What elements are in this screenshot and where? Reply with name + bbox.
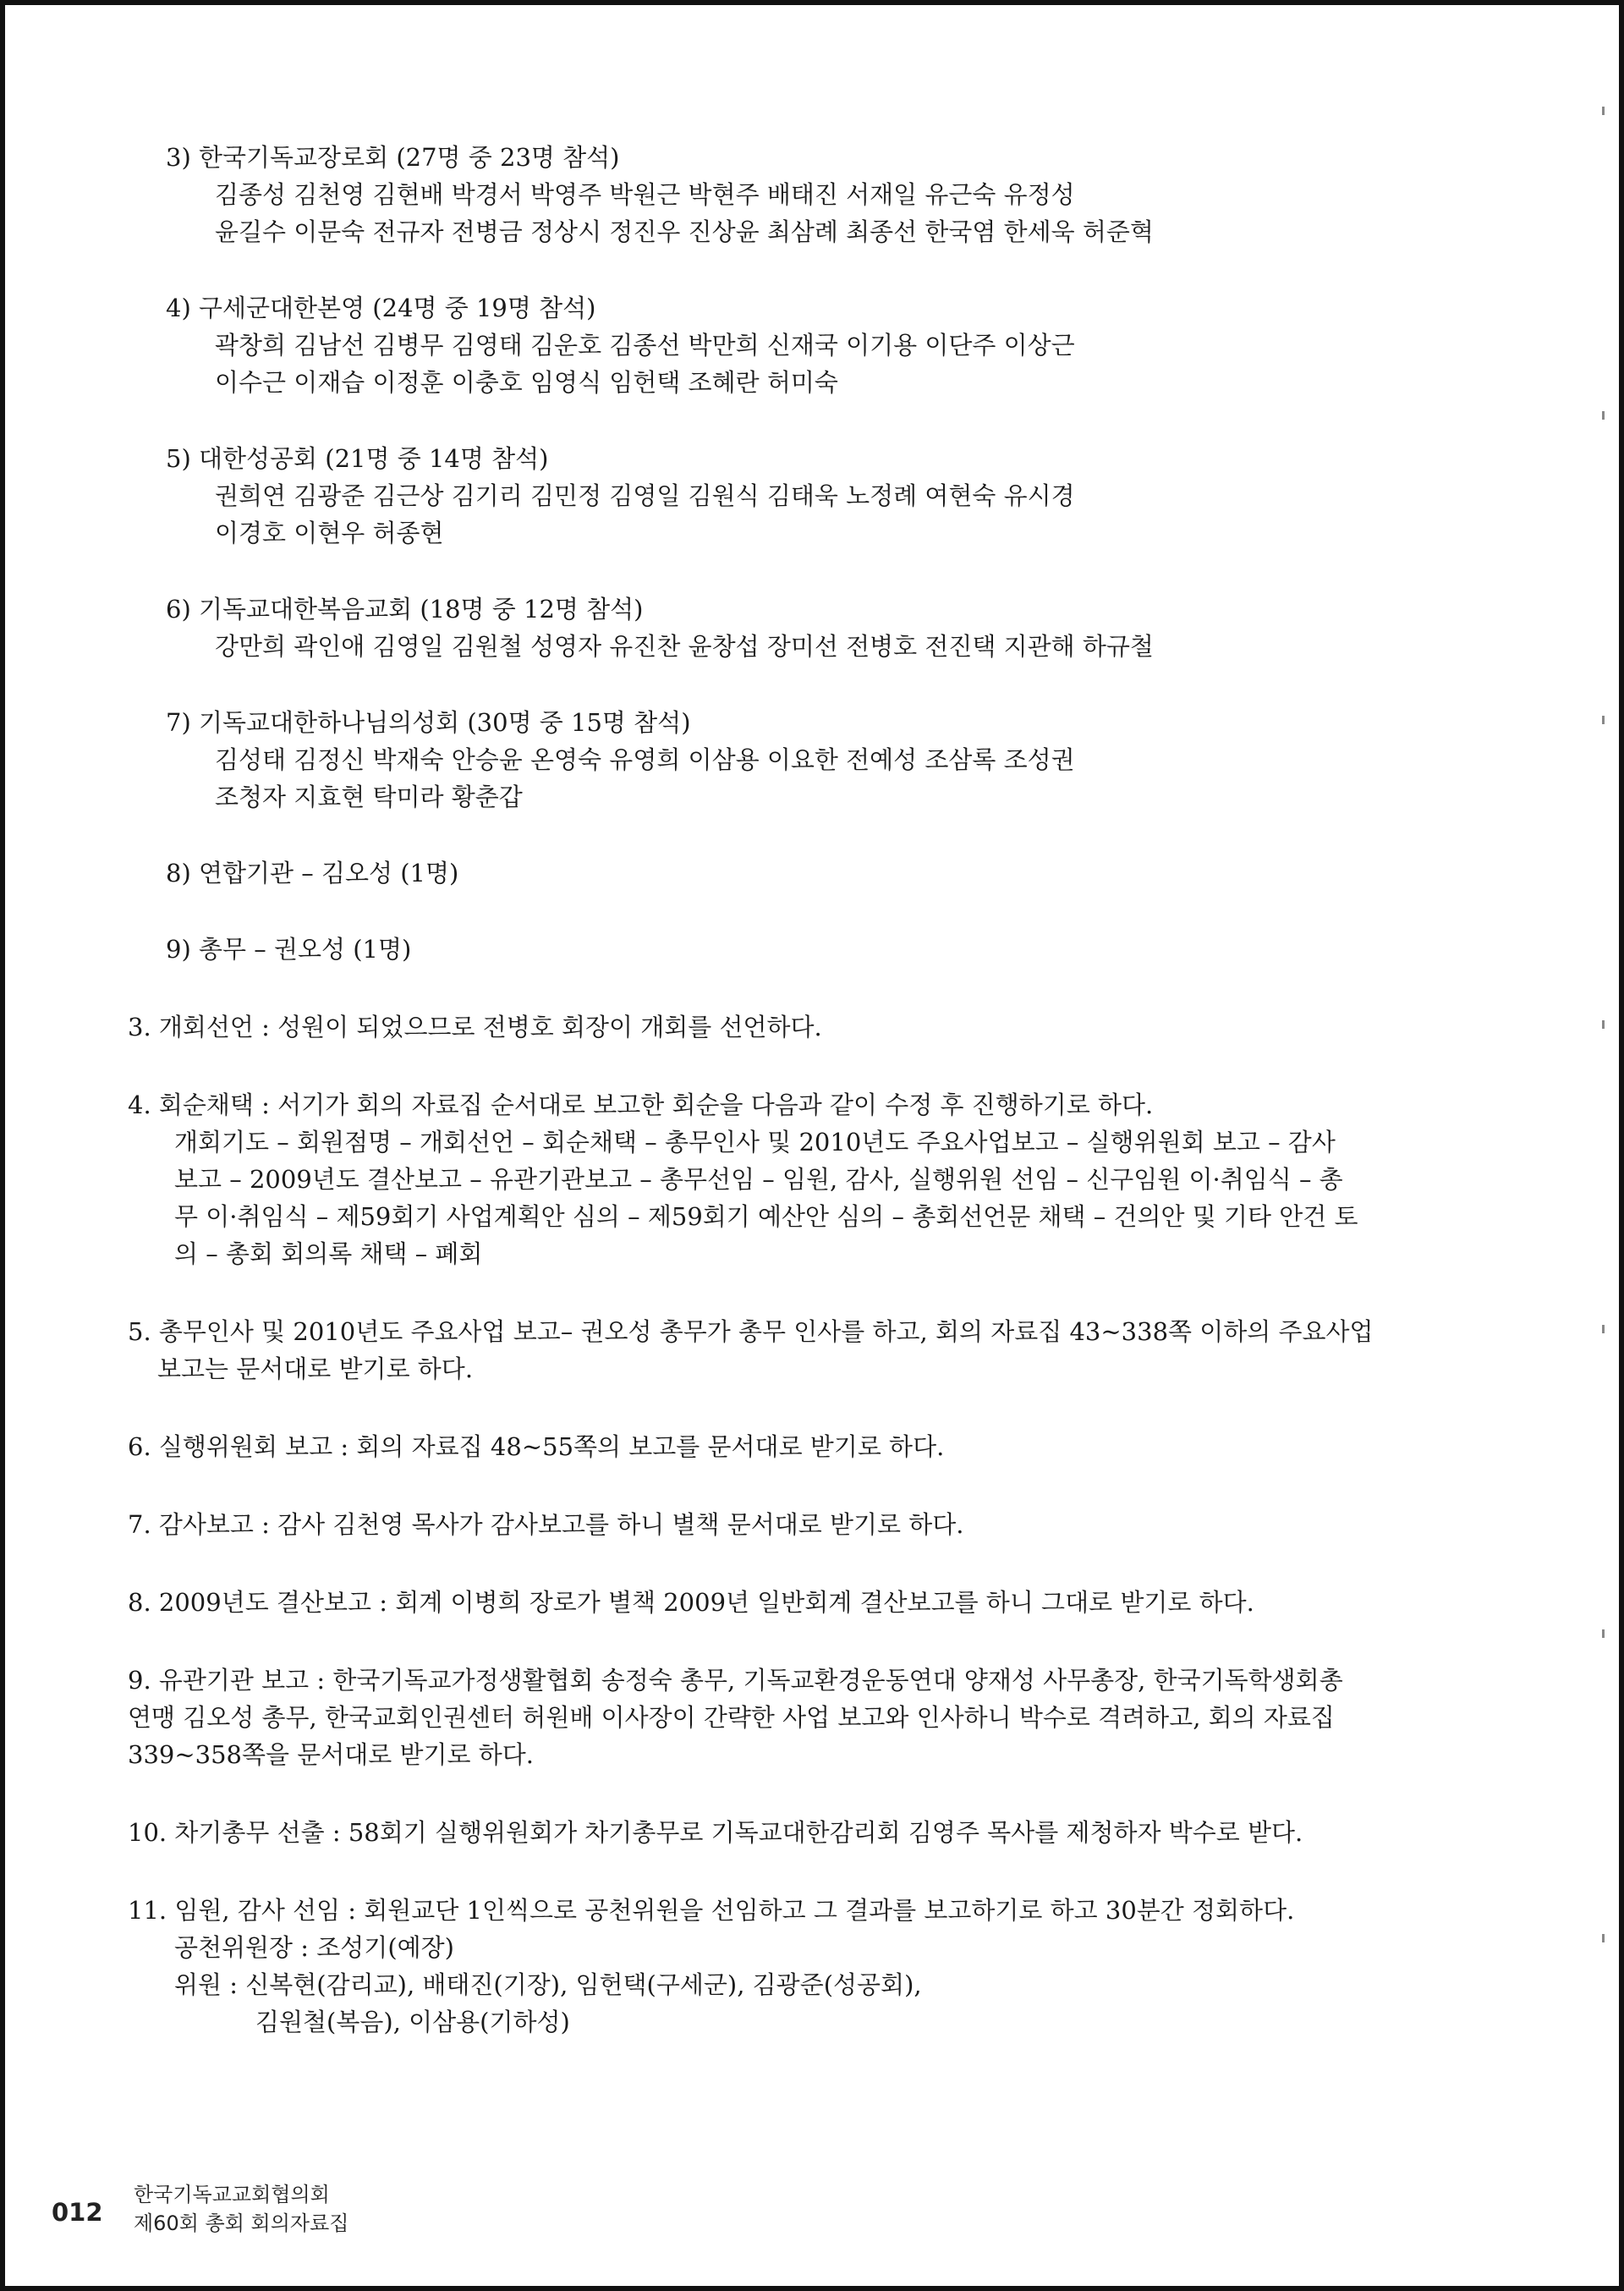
text-line: 이경호 이현우 허종현 — [215, 519, 444, 547]
scan-edge-marks — [1602, 39, 1607, 2239]
text-line: 무 이·취임식 – 제59회기 사업계획안 심의 – 제59회기 예산안 심의 – 총회선언문 채택 – 건의안 및 기타 안건 토 — [174, 1202, 1358, 1231]
text-line: 8. 2009년도 결산보고 : 회계 이병희 장로가 별책 2009년 일반회계 결산보고를 하니 그대로 받기로 하다. — [128, 1588, 1254, 1617]
text-line: 공천위원장 : 조성기(예장) — [174, 1933, 454, 1962]
text-line: 4. 회순채택 : 서기가 회의 자료집 순서대로 보고한 회순을 다음과 같이 수정 후 진행하기로 하다. — [128, 1091, 1154, 1119]
text-line: 윤길수 이문숙 전규자 전병금 정상시 정진우 진상윤 최삼례 최종선 한국염 한세욱 허준혁 — [215, 217, 1154, 246]
text-line: 11. 임원, 감사 선임 : 회원교단 1인씩으로 공천위원을 선임하고 그 결과를 보고하기로 하고 30분간 정회하다. — [128, 1896, 1295, 1925]
text-line: 3) 한국기독교장로회 (27명 중 23명 참석) — [166, 143, 620, 172]
text-line: 7) 기독교대한하나님의성회 (30명 중 15명 참석) — [166, 708, 691, 737]
text-line: 이수근 이재습 이정훈 이충호 임영식 임헌택 조혜란 허미숙 — [215, 368, 838, 397]
text-line: 339~358쪽을 문서대로 받기로 하다. — [128, 1740, 535, 1769]
text-line: 권희연 김광준 김근상 김기리 김민정 김영일 김원식 김태욱 노정례 여현숙 유시경 — [215, 481, 1075, 510]
text-line: 김성태 김정신 박재숙 안승윤 온영숙 유영희 이삼용 이요한 전예성 조삼록 조성권 — [215, 745, 1075, 774]
text-line: 김종성 김천영 김현배 박경서 박영주 박원근 박현주 배태진 서재일 유근숙 유정성 — [215, 180, 1075, 209]
text-line: 5. 총무인사 및 2010년도 주요사업 보고– 권오성 총무가 총무 인사를 하고, 회의 자료집 43~338쪽 이하의 주요사업 — [128, 1317, 1374, 1346]
text-line: 6) 기독교대한복음교회 (18명 중 12명 참석) — [166, 595, 644, 624]
text-line: 위원 : 신복현(감리교), 배태진(기장), 임헌택(구세군), 김광준(성공회), — [174, 1970, 922, 1999]
text-line: 9. 유관기관 보고 : 한국기독교가정생활협회 송정숙 총무, 기독교환경운동연대 양재성 사무총장, 한국기독학생회총 — [128, 1666, 1343, 1695]
text-line: 9) 총무 – 권오성 (1명) — [166, 935, 412, 964]
footer-organization: 한국기독교교회협의회 — [134, 2183, 330, 2206]
text-line: 개회기도 – 회원점명 – 개회선언 – 회순채택 – 총무인사 및 2010년도 주요사업보고 – 실행위원회 보고 – 감사 — [174, 1128, 1336, 1156]
text-line: 10. 차기총무 선출 : 58회기 실행위원회가 차기총무로 기독교대한감리회 김영주 목사를 제청하자 박수로 받다. — [128, 1818, 1303, 1847]
text-line: 4) 구세군대한본영 (24명 중 19명 참석) — [166, 294, 596, 322]
text-line: 5) 대한성공회 (21명 중 14명 참석) — [166, 444, 549, 473]
text-line: 조청자 지효현 탁미라 황춘갑 — [215, 783, 523, 811]
text-line: 보고는 문서대로 받기로 하다. — [157, 1354, 474, 1383]
text-line: 보고 – 2009년도 결산보고 – 유관기관보고 – 총무선임 – 임원, 감사, 실행위원 선임 – 신구임원 이·취임식 – 총 — [174, 1165, 1343, 1194]
text-line: 강만희 곽인애 김영일 김원철 성영자 유진찬 윤창섭 장미선 전병호 전진택 지관해 하규철 — [215, 632, 1154, 661]
text-line: 6. 실행위원회 보고 : 회의 자료집 48~55쪽의 보고를 문서대로 받기로 하다. — [128, 1432, 945, 1461]
text-line: 의 – 총회 회의록 채택 – 폐회 — [174, 1239, 483, 1268]
text-line: 8) 연합기관 – 김오성 (1명) — [166, 859, 459, 887]
text-line: 7. 감사보고 : 감사 김천영 목사가 감사보고를 하니 별책 문서대로 받기로 하다. — [128, 1510, 964, 1539]
footer-document-title: 제60회 총회 회의자료집 — [134, 2211, 349, 2235]
text-line: 연맹 김오성 총무, 한국교회인권센터 허원배 이사장이 간략한 사업 보고와 인사하니 박수로 격려하고, 회의 자료집 — [128, 1703, 1335, 1732]
page-number: 012 — [52, 2198, 103, 2227]
text-line: 김원철(복음), 이삼용(기하성) — [255, 2008, 570, 2036]
text-line: 3. 개회선언 : 성원이 되었으므로 전병호 회장이 개회를 선언하다. — [128, 1013, 822, 1041]
text-line: 곽창희 김남선 김병무 김영태 김운호 김종선 박만희 신재국 이기용 이단주 이상근 — [215, 331, 1075, 360]
